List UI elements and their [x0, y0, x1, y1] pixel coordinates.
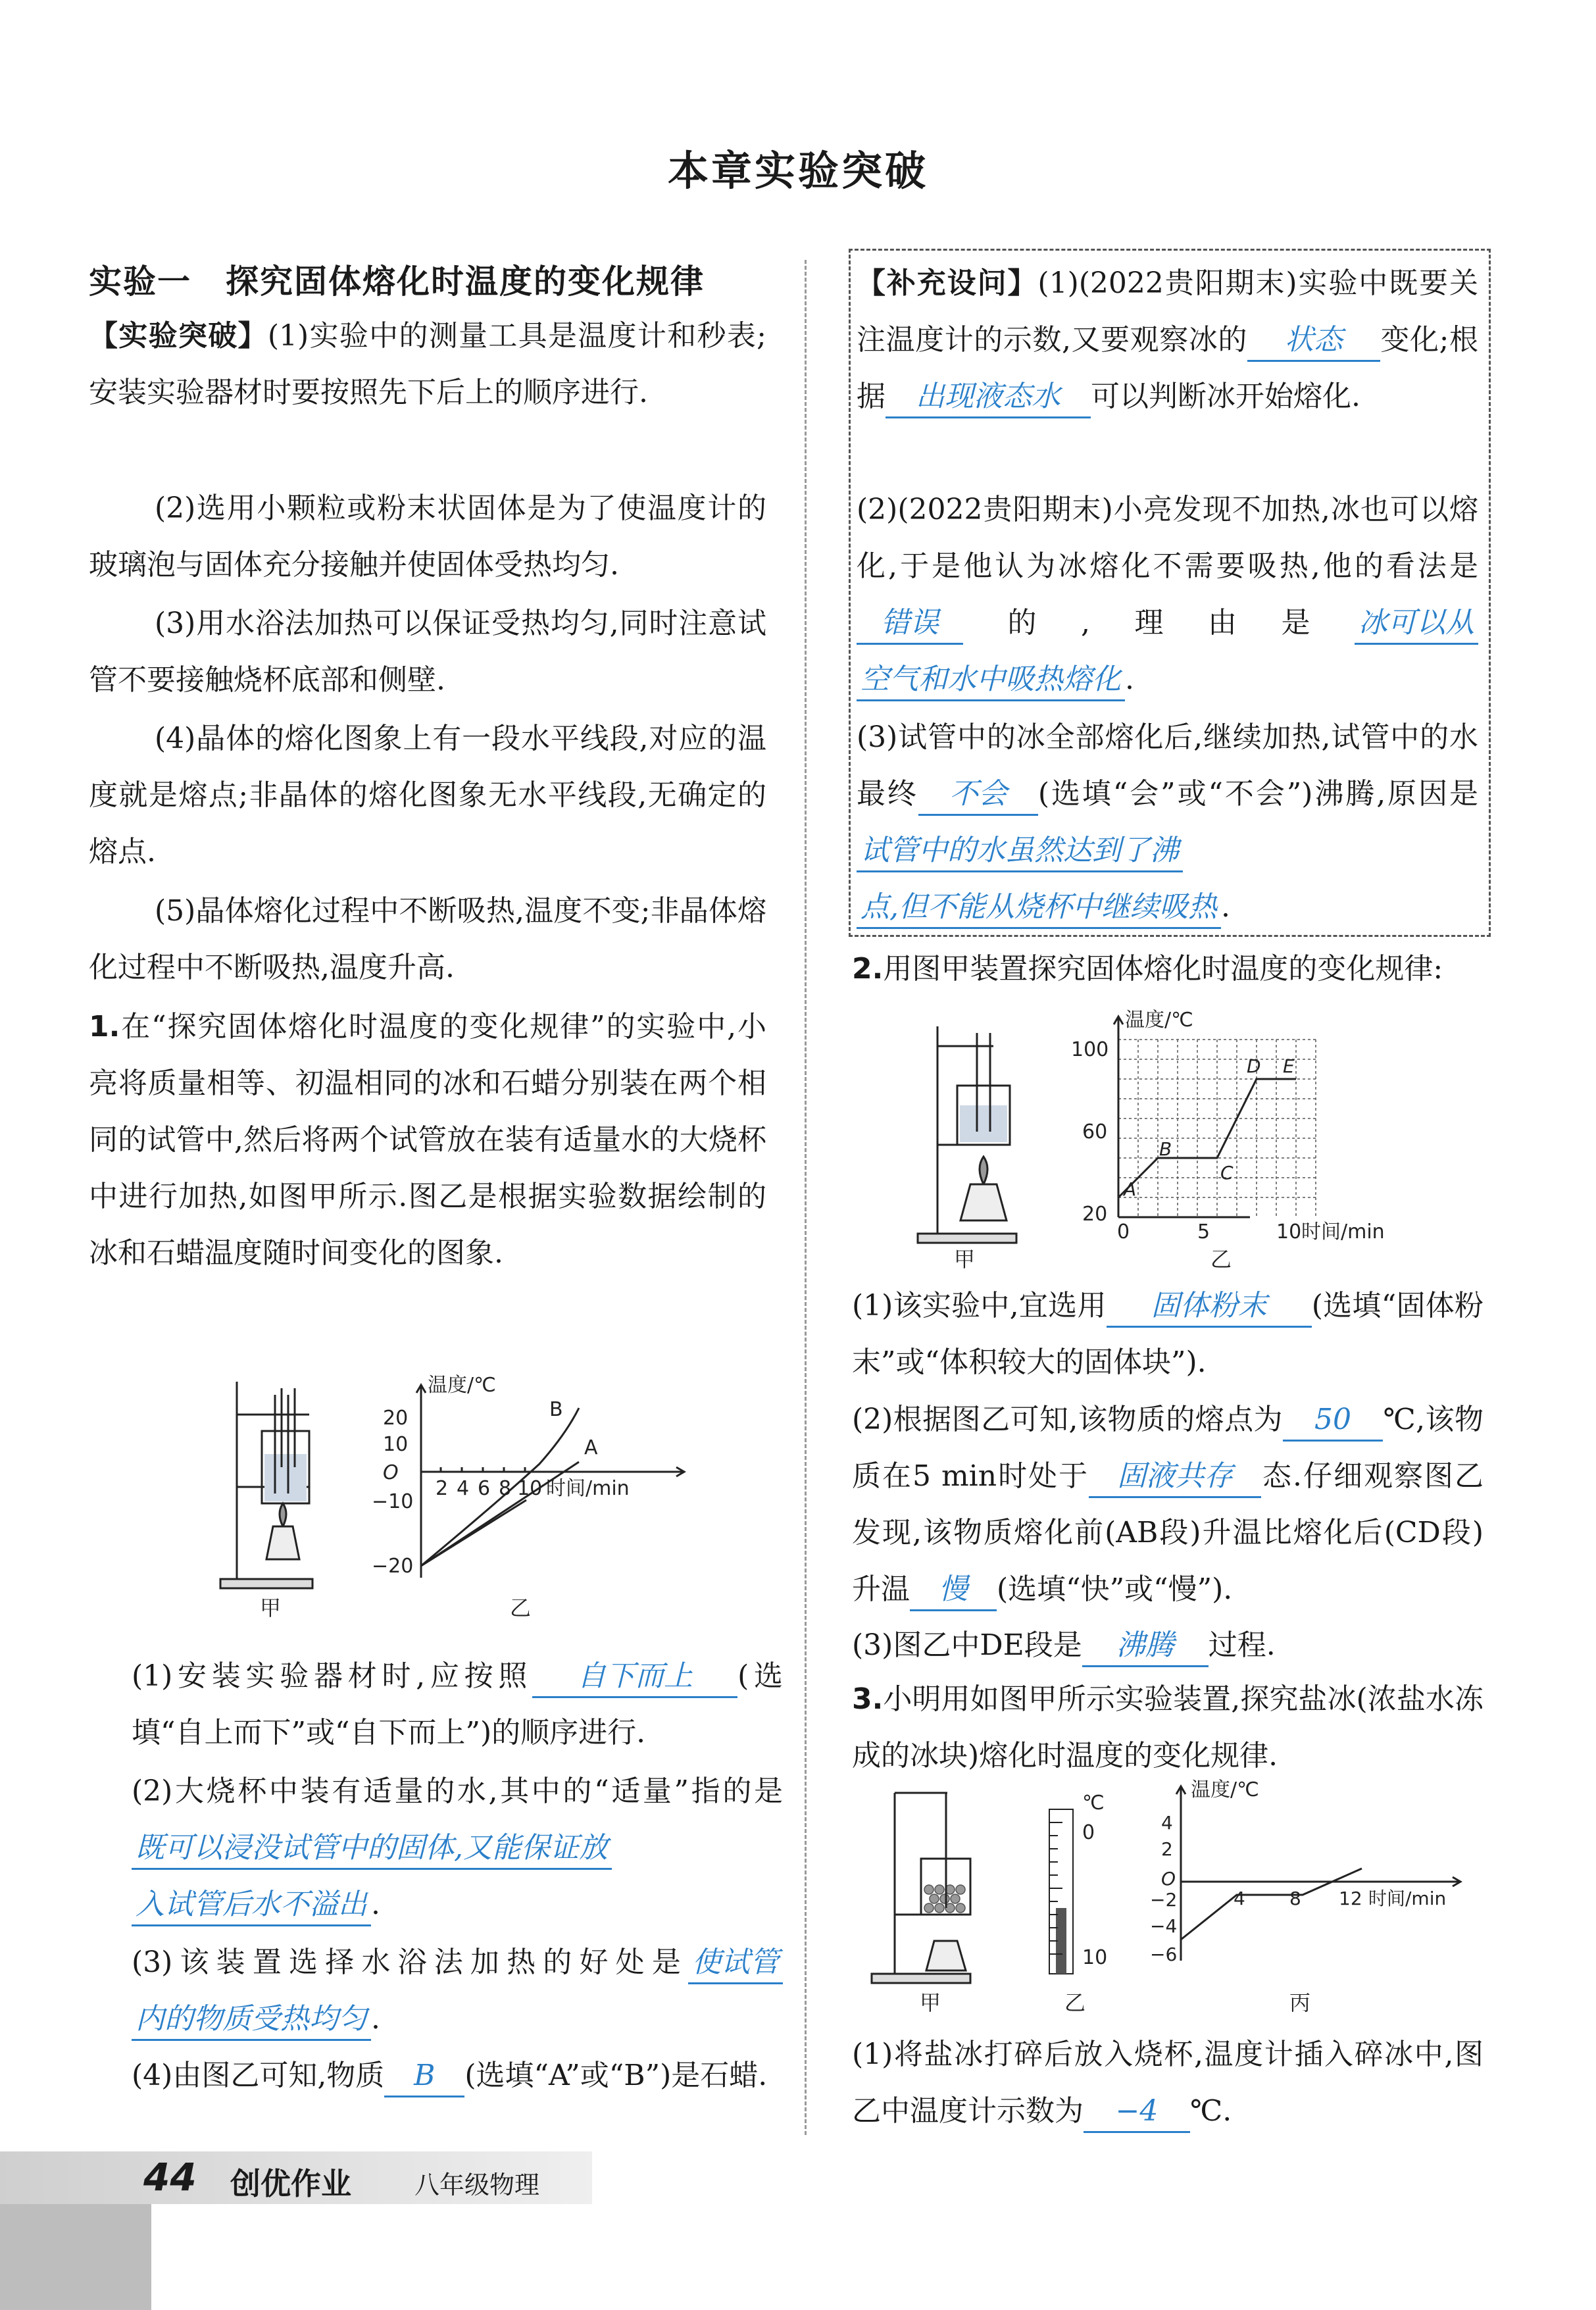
q2-ytick-100: 100 — [1071, 1038, 1109, 1061]
exp1-point-3: (3)用水浴法加热可以保证受热均匀,同时注意试管不要接触烧杯底部和侧壁. — [89, 607, 766, 697]
q1-apparatus — [220, 1382, 312, 1588]
q3-xtick-8: 8 — [1289, 1888, 1301, 1909]
footer-grade: 八年级物理 — [414, 2171, 540, 2199]
q3-number: 3. — [852, 1682, 884, 1716]
q1-figures — [211, 1368, 750, 1619]
q1-label-A: A — [584, 1436, 598, 1459]
q2-part1 — [852, 1278, 1484, 1391]
q1-xtick-6: 6 — [478, 1477, 491, 1500]
q1-p4-pre: (4)由图乙可知,物质 — [132, 2059, 385, 2092]
q2-ytick-60: 60 — [1082, 1120, 1108, 1143]
q2-stem-text: 用图甲装置探究固体熔化时温度的变化规律: — [883, 952, 1443, 986]
q3-apparatus — [872, 1793, 970, 1983]
supp-s2-answer-2a: 冰可以从 — [1355, 603, 1478, 645]
q3-xtick-12: 12 — [1339, 1888, 1362, 1909]
q1-part2: (2)大烧杯中装有适量的水,其中的“适量”指的是既可以浸没试管中的固体,又能保证放入试管后水不溢出 . — [132, 1763, 783, 1933]
q2-graph — [1114, 1017, 1316, 1217]
supp-s2-mid: 的,理由是 — [963, 606, 1355, 640]
q2-point-D: D — [1247, 1055, 1261, 1077]
q1-p2-pre: (2)大烧杯中装有适量的水,其中的“适量”指的是 — [132, 1774, 783, 1808]
q1-stem-text: 在“探究固体熔化时温度的变化规律”的实验中,小亮将质量相等、初温相同的冰和石蜡分别装在两个相同的试管中,然后将两个试管放在装有适量水的大烧杯中进行加热,如图甲所示.图乙是根据实验数据绘制的冰和石蜡温度随时间变化的图象. — [89, 1010, 766, 1270]
q1-p3-answer-2: 内的物质受热均匀 — [132, 1999, 371, 2041]
q1-p3-pre: (3)该装置选择水浴法加热的好处是 — [132, 1946, 688, 1979]
q2-fig-jia: 甲 — [954, 1247, 976, 1272]
q3-thermo-unit: ℃ — [1082, 1792, 1105, 1815]
q3-thermometer — [1049, 1809, 1073, 1974]
q1-label-B: B — [549, 1398, 563, 1421]
experiment1-heading: 实验一 探究固体熔化时温度的变化规律 — [89, 263, 705, 301]
q3-graph — [1176, 1786, 1460, 1961]
q3-part1 — [852, 2026, 1484, 2140]
q1-p3-answer-1: 使试管 — [688, 1943, 783, 1984]
q1-xtick-2: 2 — [436, 1477, 449, 1500]
q2-point-B: B — [1159, 1138, 1172, 1160]
q1-stem — [89, 999, 766, 1282]
q1-ytick-m20: −20 — [372, 1555, 414, 1578]
q1-ytick-20: 20 — [383, 1407, 409, 1430]
q3-ytick-m6: −6 — [1150, 1944, 1178, 1965]
q3-graph-xlabel: 时间/min — [1368, 1888, 1447, 1909]
q1-p1-answer: 自下而上 — [532, 1657, 737, 1698]
exp1-point-1 — [89, 308, 766, 421]
q2-apparatus — [918, 1026, 1016, 1243]
footer-corner — [0, 2204, 151, 2310]
q3-fig-bing: 丙 — [1289, 1990, 1311, 2015]
page-title: 本章实验突破 — [667, 147, 928, 195]
q1-part4 — [132, 2047, 783, 2104]
exp1-point-2: (2)选用小颗粒或粉末状固体是为了使温度计的玻璃泡与固体充分接触并使固体受热均匀. — [89, 491, 766, 582]
q1-p4-answer: B — [384, 2056, 464, 2097]
q2-p2-end: (选填“快”或“慢”). — [997, 1572, 1233, 1606]
q2-stem — [852, 941, 1484, 997]
q2-point-A: A — [1124, 1178, 1137, 1200]
q3-thermo-0: 0 — [1082, 1821, 1095, 1844]
q3-fig-jia: 甲 — [920, 1990, 941, 2015]
q1-part1 — [132, 1648, 783, 1761]
q2-graph-ylabel: 温度/℃ — [1125, 1009, 1193, 1032]
q2-p2-answer-2: 固液共存 — [1089, 1457, 1261, 1498]
supp-s2-answer-2b: 空气和水中吸热熔化 — [857, 660, 1125, 701]
q2-p2-post: 态.仔细观察图乙发现,该物质熔化前(AB段)升温比熔化后(CD段)升温 — [852, 1459, 1484, 1606]
q3-thermo-10: 10 — [1082, 1946, 1108, 1969]
q3-p1-pre: (1)将盐冰打碎后放入烧杯,温度计插入碎冰中,图乙中温度计示数为 — [852, 2038, 1484, 2128]
q1-p1-pre: (1)安装实验器材时,应按照 — [132, 1659, 533, 1693]
supp-s3-answer-2a: 试管中的水虽然达到了沸 — [857, 831, 1183, 872]
q2-part3 — [852, 1617, 1484, 1674]
q3-fig-yi: 乙 — [1064, 1990, 1086, 2015]
q3-ytick-2: 2 — [1161, 1838, 1173, 1860]
supp-s3-answer-1: 不会 — [918, 774, 1038, 816]
q3-figures — [855, 1776, 1487, 2026]
q1-xtick-4: 4 — [457, 1477, 470, 1500]
q3-origin: O — [1161, 1868, 1176, 1890]
supp-part2: (2)(2022贵阳期末)小亮发现不加热,冰也可以熔化,于是他认为冰熔化不需要吸热,他的看法是错误 的,理由是 冰可以从空气和水中吸热熔化 . — [857, 482, 1478, 708]
supp-s1-pre: (1)(2022贵阳期末)实验中既要关注温度计的示数,又要观察冰的 — [857, 266, 1478, 357]
q1-ytick-10: 10 — [383, 1433, 409, 1456]
q2-xtick-0: 0 — [1117, 1220, 1130, 1243]
q3-p1-post: ℃. — [1190, 2094, 1232, 2128]
q3-xtick-4: 4 — [1234, 1888, 1245, 1909]
q3-salt-ice-curve — [1181, 1869, 1362, 1940]
q2-part2 — [852, 1392, 1484, 1618]
q3-ytick-m2: −2 — [1150, 1889, 1178, 1911]
q2-xtick-5: 5 — [1197, 1220, 1210, 1243]
q2-p3-answer: 沸腾 — [1082, 1626, 1209, 1667]
supp-s2-answer-1: 错误 — [857, 603, 963, 645]
q1-graph-xlabel: 时间/min — [546, 1477, 630, 1500]
q1-xtick-10: 10 — [517, 1477, 543, 1500]
q2-p1-answer: 固体粉末 — [1107, 1286, 1312, 1328]
q2-ytick-20: 20 — [1082, 1203, 1108, 1226]
q1-p1-post: (选填“自上而下”或“自下而上”)的顺序进行. — [132, 1659, 784, 1749]
supp-s2-pre: (2)(2022贵阳期末)小亮发现不加热,冰也可以熔化,于是他认为冰熔化不需要吸热,他的看法是 — [857, 493, 1478, 583]
q3-stem — [852, 1671, 1484, 1784]
q2-p1-post: (选填“固体粉末”或“体积较大的固体块”). — [852, 1289, 1484, 1379]
q2-fig-yi: 乙 — [1210, 1247, 1232, 1272]
q2-number: 2. — [852, 952, 884, 986]
exp1-point-4: (4)晶体的熔化图象上有一段水平线段,对应的温度就是熔点;非晶体的熔化图象无水平线段,无确定的熔点. — [89, 722, 766, 868]
supp-tag: 【补充设问】 — [857, 266, 1038, 300]
page-number: 44 — [143, 2155, 197, 2199]
supp-s1-post: 可以判断冰开始熔化. — [1091, 380, 1360, 413]
supp-s3-answer-2b: 点,但不能从烧杯中继续吸热 — [857, 888, 1221, 929]
q3-stem-text: 小明用如图甲所示实验装置,探究盐冰(浓盐水冻成的冰块)熔化时温度的变化规律. — [852, 1682, 1484, 1772]
exp1-point-1-text: (1)实验中的测量工具是温度计和秒表;安装实验器材时要按照先下后上的顺序进行. — [89, 319, 767, 409]
q2-p1-pre: (1)该实验中,宜选用 — [852, 1289, 1107, 1322]
q1-part3: (3)该装置选择水浴法加热的好处是 使试管内的物质受热均匀 . — [132, 1934, 783, 2047]
q2-xtick-10: 10 — [1276, 1220, 1302, 1243]
q2-p3-post: 过程. — [1208, 1628, 1276, 1662]
q1-fig-jia: 甲 — [260, 1595, 282, 1619]
q3-ytick-m4: −4 — [1150, 1915, 1178, 1937]
supp-s1-mid: 变化;根据 — [857, 323, 1478, 413]
supp-s3-mid: (选填“会”或“不会”)沸腾,原因是 — [1037, 777, 1479, 811]
q1-p2-answer-2: 入试管后水不溢出 — [132, 1885, 371, 1926]
column-divider — [805, 260, 807, 2135]
q1-graph-ylabel: 温度/℃ — [428, 1374, 496, 1397]
q2-p2-answer-3: 慢 — [910, 1570, 997, 1611]
q1-fig-yi: 乙 — [510, 1595, 532, 1619]
q1-number: 1. — [89, 1010, 120, 1043]
q2-point-C: C — [1220, 1162, 1234, 1184]
q2-p2-pre: (2)根据图乙可知,该物质的熔点为 — [852, 1403, 1283, 1436]
q3-ytick-4: 4 — [1161, 1812, 1173, 1834]
q2-p2-mid: ℃,该物质在5 min时处于 — [852, 1403, 1484, 1493]
q3-p1-answer: −4 — [1084, 2092, 1190, 2133]
q2-figures — [908, 1007, 1447, 1283]
q2-p2-answer-1: 50 — [1283, 1400, 1383, 1442]
q1-p2-answer-1: 既可以浸没试管中的固体,又能保证放 — [132, 1828, 612, 1870]
q1-p4-post: (选填“A”或“B”)是石蜡. — [464, 2059, 768, 2092]
supp-s1-answer-1: 状态 — [1247, 320, 1380, 362]
supp-part1 — [857, 255, 1478, 425]
q1-ytick-m10: −10 — [372, 1490, 414, 1513]
q2-graph-xlabel: 时间/min — [1301, 1220, 1385, 1243]
q3-graph-ylabel: 温度/℃ — [1191, 1778, 1259, 1801]
q2-p3-pre: (3)图乙中DE段是 — [852, 1628, 1082, 1662]
footer-brand: 创优作业 — [230, 2166, 351, 2201]
exp1-tag: 【实验突破】 — [89, 319, 268, 353]
q2-point-E: E — [1283, 1055, 1295, 1077]
exp1-point-5: (5)晶体熔化过程中不断吸热,温度不变;非晶体熔化过程中不断吸热,温度升高. — [89, 894, 766, 984]
supp-s3-pre: (3)试管中的冰全部熔化后,继续加热,试管中的水最终 — [857, 720, 1478, 811]
q1-origin: O — [383, 1461, 399, 1484]
q1-xtick-8: 8 — [499, 1477, 512, 1500]
supp-s1-answer-2: 出现液态水 — [885, 377, 1091, 418]
supp-part3: (3)试管中的冰全部熔化后,继续加热,试管中的水最终 不会 (选填“会”或“不会”)沸腾,原因是试管中的水虽然达到了沸点,但不能从烧杯中继续吸热 . — [857, 709, 1478, 936]
